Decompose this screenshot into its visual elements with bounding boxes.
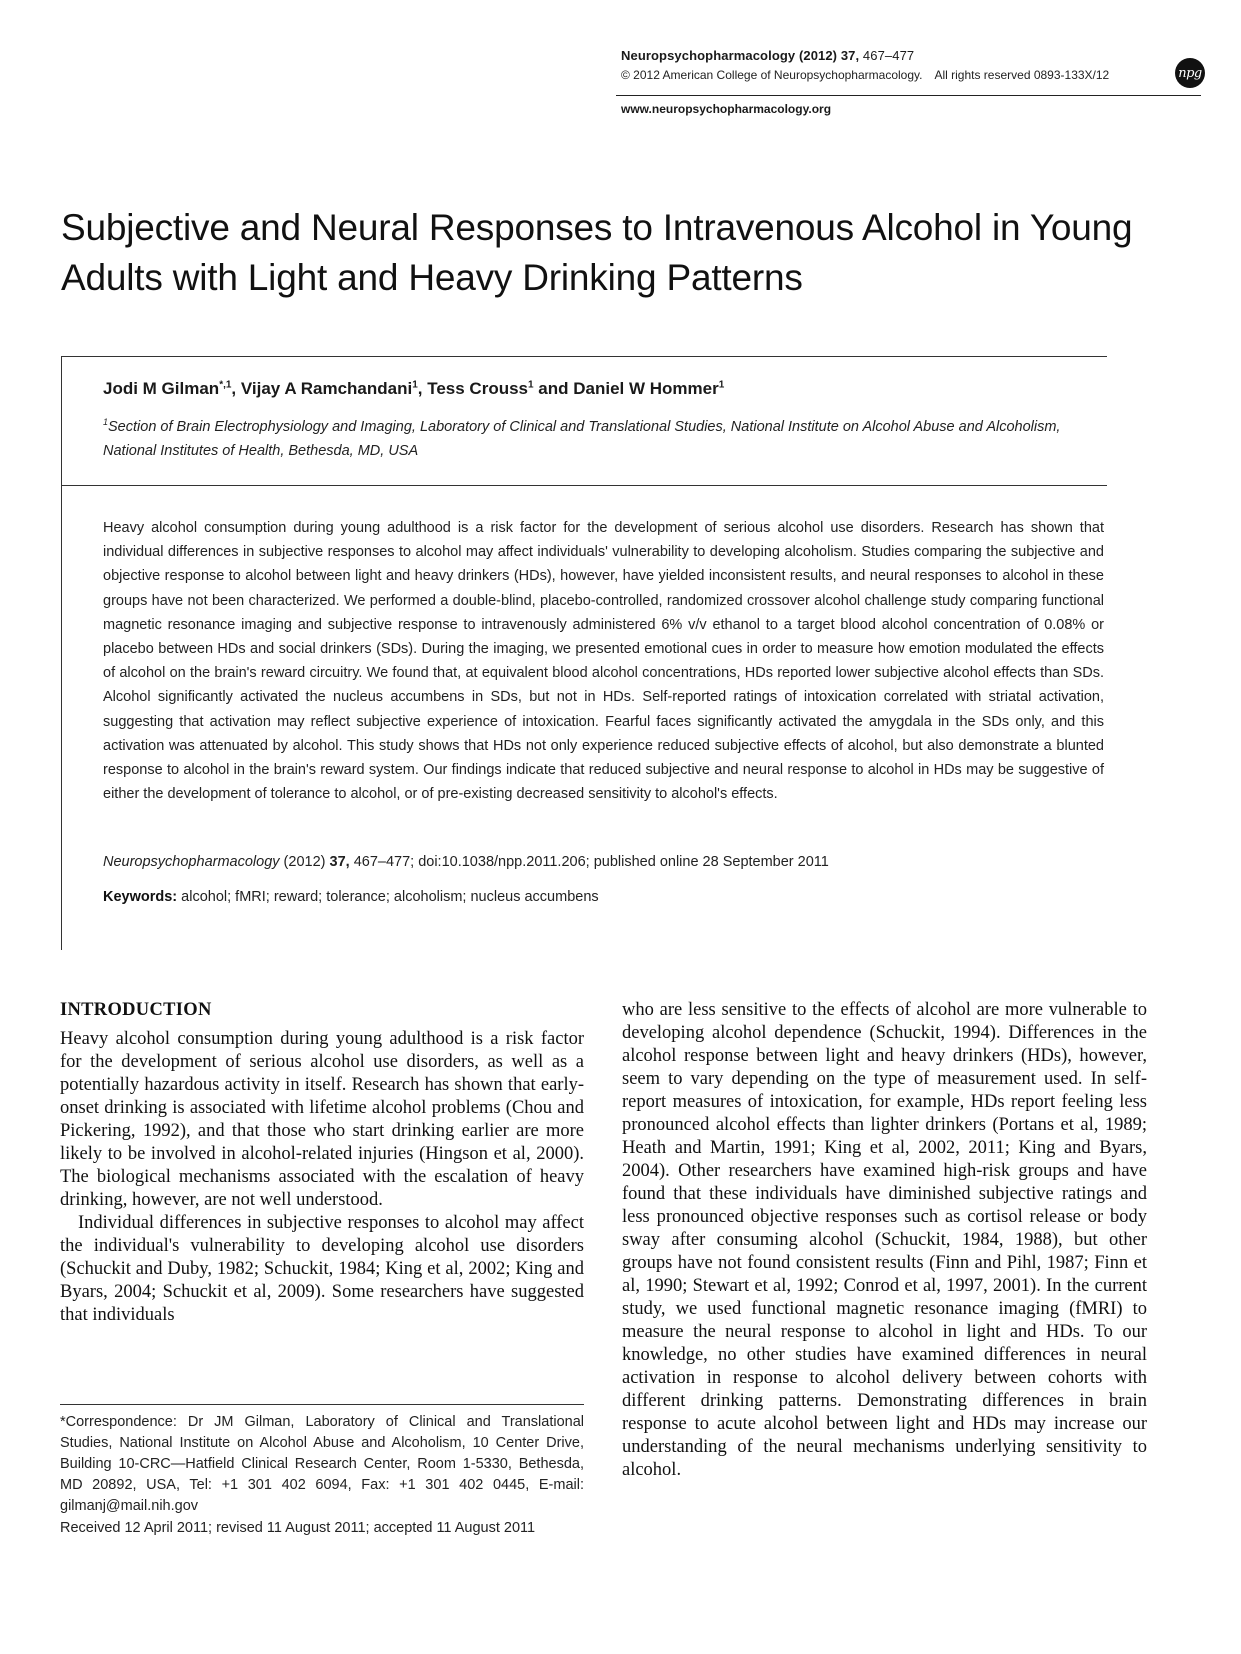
author-name: Vijay A Ramchandani: [240, 379, 413, 398]
author-list: Jodi M Gilman$^{*,1}$, Vijay A Ramchandani$^1$, Tess Crouss$^1$ and Daniel W Hommer$^1$: [103, 379, 725, 398]
header-rule: [616, 95, 1201, 96]
author-name: Daniel W Hommer: [573, 379, 719, 398]
body-column-right: [622, 999, 1147, 1482]
author-affil-mark: 1: [528, 379, 534, 391]
keywords-label: Keywords:: [103, 889, 178, 905]
author-affil-mark: 1: [412, 379, 418, 391]
article-title: Subjective and Neural Responses to Intravenous Alcohol in Young Adults with Light and Heavy Drinking Patterns: [61, 207, 1133, 298]
footnote-rule: [60, 1404, 584, 1405]
affiliation-mark: 1: [103, 417, 109, 427]
body-column-left: [60, 1028, 584, 1327]
keywords-line: [103, 889, 599, 905]
author-conjunction: and: [538, 379, 569, 398]
journal-header: [621, 48, 914, 63]
correspondence-text: *Correspondence: Dr JM Gilman, Laboratory of Clinical and Translational Studies, National Institute on Alcohol Abuse and Alcoholism, 10 Center Drive, Building 10-CRC—Hatfield Clinical Research Center, Room 1-5330, Bethesda, MD 20892, USA, Tel: +1 301 402 6094, Fax: +1 301 402 0445, E-mail: gilmanj@mail.nih.gov: [60, 1414, 584, 1514]
correspondence-footnote: [60, 1412, 584, 1517]
author-affil-mark: *,1: [219, 379, 232, 391]
section-heading-introduction: INTRODUCTION: [60, 1000, 212, 1020]
abstract: Heavy alcohol consumption during young adulthood is a risk factor for the development of serious alcohol use disorders. Research has shown that individual differences in subjective responses to alcohol may affect individuals' vulnerability to developing alcoholism. Studies comparing the subjective and objective response to alcohol between light and heavy drinkers (HDs), however, have yielded inconsistent results, and neural responses to alcohol in these groups have not been characterized. We performed a double-blind, placebo-controlled, randomized crossover alcohol challenge study comparing functional magnetic resonance imaging and subjective response to intravenously administered 6% v/v ethanol to a target blood alcohol concentration of 0.08% or placebo between HDs and social drinkers (SDs). During the imaging, we presented emotional cues in order to measure how emotion modulated the effects of alcohol on the brain's reward circuitry. We found that, at equivalent blood alcohol concentrations, HDs reported lower subjective alcohol effects than SDs. Alcohol significantly activated the nucleus accumbens in SDs, but not in HDs. Self-reported ratings of intoxication correlated with striatal activation, suggesting that activation may reflect subjective experience of intoxication. Fearful faces significantly activated the amygdala in the SDs only, and this activation was attenuated by alcohol. This study shows that HDs not only experience reduced subjective effects of alcohol, but also demonstrate a blunted response to alcohol in the brain's reward system. Our findings indicate that reduced subjective and neural response to alcohol in HDs may be suggestive of either the development of tolerance to alcohol, or of pre-existing decreased sensitivity to alcohol's effects.: [103, 520, 1104, 803]
received-dates: Received 12 April 2011; revised 11 August 2011; accepted 11 August 2011: [60, 1520, 536, 1536]
author-box-left-rule: [61, 356, 62, 950]
citation-line: [103, 854, 829, 870]
copyright-text: © 2012 American College of Neuropsychopharmacology.: [621, 68, 923, 82]
intro-paragraph: who are less sensitive to the effects of alcohol are more vulnerable to developing alcohol dependence (Schuckit, 1994). Differences in the alcohol response between light and heavy drinkers (HDs), however, seem to vary depending on the type of measurement used. In self-report measures of intoxication, for example, HDs report feeling less pronounced alcohol effects than lighter drinkers (Portans et al, 1989; Heath and Martin, 1991; King et al, 2002, 2011; King and Byars, 2004). Other researchers have examined high-risk groups and have found that these individuals have diminished subjective ratings and less pronounced objective responses such as cortisol release or body sway after consuming alcohol (Schuckit, 1984, 1988), but other groups have not found consistent results (Finn and Pihl, 1987; Finn et al, 1990; Stewart et al, 1992; Conrod et al, 1997, 2001). In the current study, we used functional magnetic resonance imaging (fMRI) to measure the neural response to alcohol in light and HDs. To our knowledge, no other studies have examined differences in neural activation in response to alcohol delivery between cohorts with different drinking patterns. Demonstrating differences in brain response to acute alcohol between light and HDs may increase our understanding of the neural mechanisms underlying sensitivity to alcohol.: [622, 1000, 1147, 1480]
citation-volume: 37,: [329, 854, 350, 870]
copyright-line: [621, 68, 1109, 82]
journal-pages: 467–477: [862, 48, 915, 63]
intro-paragraph: Heavy alcohol consumption during young adulthood is a risk factor for the development of serious alcohol use disorders, as well as a potentially hazardous activity in itself. Research has shown that early-onset drinking is associated with lifetime alcohol problems (Chou and Pickering, 1992), and that those who start drinking earlier are more likely to be involved in alcohol-related injuries (Hingson et al, 2000). The biological mechanisms associated with the escalation of heavy drinking, however, are not well understood.: [60, 1029, 584, 1210]
citation-details: 467–477; doi:10.1038/npp.2011.206; published online 28 September 2011: [353, 854, 829, 870]
author-name: Jodi M Gilman: [103, 379, 220, 398]
author-affil-mark: 1: [718, 379, 725, 391]
rights-text: All rights reserved 0893-133X/12: [934, 68, 1110, 82]
keywords-list: alcohol; fMRI; reward; tolerance; alcoholism; nucleus accumbens: [181, 889, 599, 905]
npg-logo-icon: npg: [1175, 58, 1205, 88]
affiliation-text: Section of Brain Electrophysiology and Imaging, Laboratory of Clinical and Translational Studies, National Institute on Alcohol Abuse and Alcoholism, National Institutes of Health, Bethesda, MD, USA: [103, 418, 1061, 459]
journal-name: Neuropsychopharmacology (2012) 37,: [621, 48, 860, 63]
citation-year: (2012): [283, 854, 326, 870]
affiliation: [103, 410, 1103, 463]
citation-journal: Neuropsychopharmacology: [103, 854, 280, 870]
journal-url-link[interactable]: www.neuropsychopharmacology.org: [621, 102, 832, 116]
author-box-divider: [61, 485, 1107, 486]
author-name: Tess Crouss: [427, 379, 528, 398]
author-box-top-rule: [61, 356, 1107, 357]
intro-paragraph: Individual differences in subjective responses to alcohol may affect the individual's vulnerability to developing alcohol use disorders (Schuckit and Duby, 1982; Schuckit, 1984; King et al, 2002; King and Byars, 2004; Schuckit et al, 2009). Some researchers have suggested that individuals: [60, 1213, 584, 1325]
